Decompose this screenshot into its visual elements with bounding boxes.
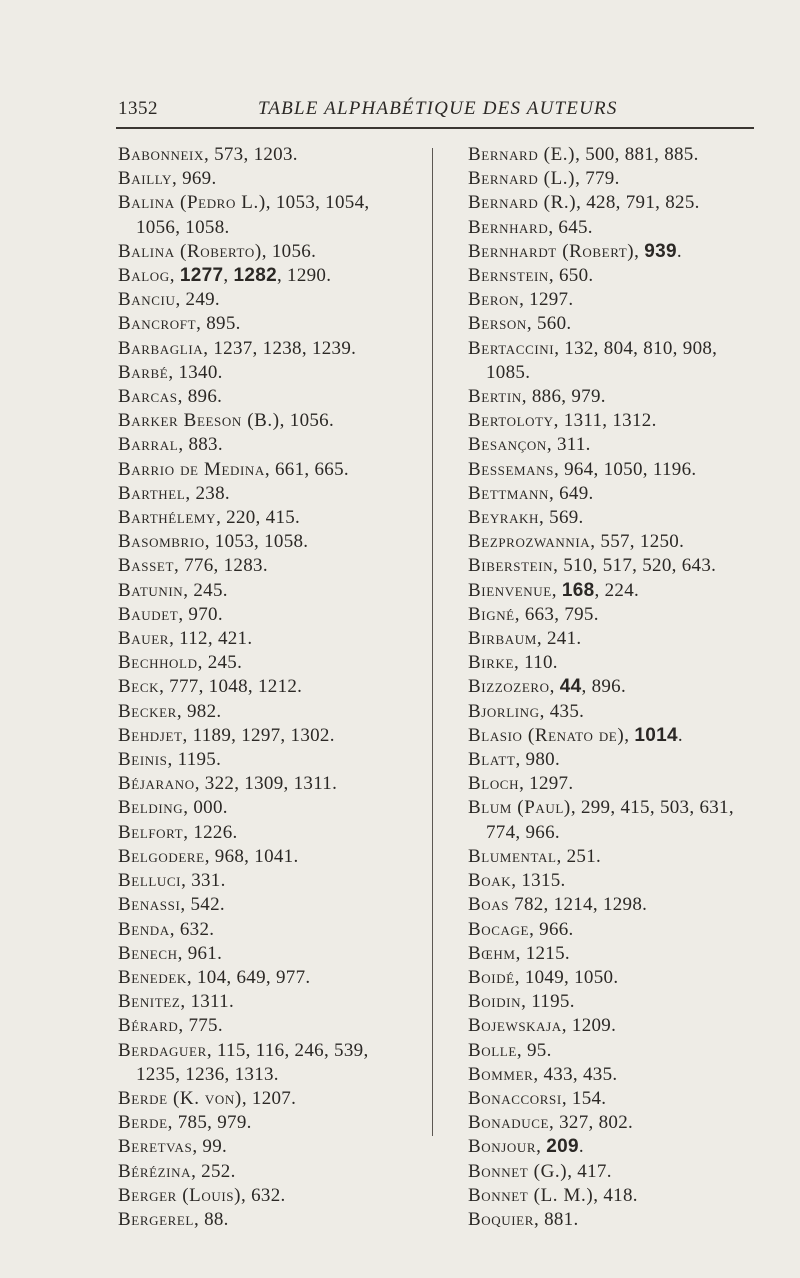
index-entry <box>468 337 788 385</box>
author-name: Bauer <box>118 628 170 650</box>
index-entry <box>118 990 423 1014</box>
index-entry <box>118 821 423 845</box>
page-references: , 645. <box>548 216 593 238</box>
principal-page-reference: 209 <box>546 1136 579 1158</box>
principal-page-reference: 44 <box>559 676 582 698</box>
author-name: Bernard (R.) <box>468 192 577 214</box>
index-entry <box>118 579 423 603</box>
author-name: Bommer <box>468 1063 534 1085</box>
author-name: Bessemans <box>468 458 554 480</box>
author-name: Bertaccini <box>468 337 555 359</box>
author-name: Belgodere <box>118 845 205 867</box>
index-entry <box>118 1111 423 1135</box>
author-name: Bechhold <box>118 652 198 674</box>
index-entry <box>118 1087 423 1111</box>
page-references: , 883. <box>178 434 223 456</box>
index-entry <box>118 1039 423 1087</box>
author-name: Benedek <box>118 966 187 988</box>
page-references: , 168, 224. <box>551 579 640 601</box>
index-entry <box>118 458 423 482</box>
index-entry <box>468 990 788 1014</box>
index-entry <box>118 288 423 312</box>
author-name: Barthel <box>118 482 186 504</box>
page-references: , 632. <box>241 1184 286 1206</box>
index-entry <box>118 337 423 361</box>
author-name: Becker <box>118 700 177 722</box>
page-references: , 1209. <box>561 1015 617 1037</box>
page-references: , 1315. <box>511 870 566 892</box>
index-entry <box>468 530 788 554</box>
page-references: , 632. <box>169 918 215 940</box>
index-entry <box>468 1014 788 1038</box>
author-name: Boquier <box>468 1208 534 1230</box>
page-references: , 44, 896. <box>549 676 627 698</box>
author-name: Berde <box>118 1112 168 1134</box>
page-references: , 322, 1309, 1311. <box>194 773 338 795</box>
page-references: , 964, 1050, 1196. <box>553 458 697 480</box>
author-name: Blumental <box>468 845 557 867</box>
author-name: Béjarano <box>118 773 195 795</box>
index-entry <box>468 1111 788 1135</box>
index-entry <box>118 482 423 506</box>
author-name: Banciu <box>118 289 176 311</box>
author-name: Boidé <box>468 966 515 988</box>
author-index-left-column <box>118 143 423 1232</box>
index-entry <box>118 191 423 239</box>
index-entry <box>468 603 788 627</box>
page-references: , 1277, 1282, 1290. <box>169 265 332 287</box>
index-entry <box>118 530 423 554</box>
page-references: , 1311, 1312. <box>553 410 657 432</box>
index-entry <box>468 385 788 409</box>
index-entry <box>468 966 788 990</box>
page-references: , 649. <box>549 482 594 504</box>
author-name: Bjorling <box>468 700 540 722</box>
index-entry <box>118 167 423 191</box>
page-references: , 500, 881, 885. <box>575 144 699 165</box>
page-references-continued: 1235, 1236, 1313. <box>136 1063 279 1085</box>
principal-page-reference: 1282 <box>233 265 277 287</box>
index-entry <box>118 409 423 433</box>
index-entry <box>118 1135 423 1159</box>
page-references: , 785, 979. <box>167 1112 252 1134</box>
index-entry <box>468 433 788 457</box>
page-references: , 881. <box>533 1208 579 1230</box>
author-name: Biberstein <box>468 555 554 577</box>
page-references: , 896. <box>177 386 223 408</box>
index-entry <box>118 675 423 699</box>
index-entry <box>468 167 788 191</box>
index-entry <box>118 845 423 869</box>
index-entry <box>468 918 788 942</box>
page-references: , 418. <box>593 1184 638 1206</box>
author-name: Berde (K. von) <box>118 1087 242 1109</box>
page-references: , 245. <box>197 652 243 674</box>
author-name: Bonnet (L. M.) <box>468 1184 594 1206</box>
column-divider <box>432 148 433 1136</box>
author-name: Barrio de Medina <box>118 458 265 480</box>
page-references: , 968, 1041. <box>204 845 299 867</box>
author-name: Bertoloty <box>468 410 554 432</box>
author-name: Bolle <box>468 1039 517 1061</box>
author-name: Blasio (Renato de) <box>468 724 625 746</box>
index-entry <box>118 796 423 820</box>
page-references: , 132, 804, 810, 908, <box>554 337 718 359</box>
page-references: , 238. <box>185 482 230 504</box>
author-name: Beyrakh <box>468 507 540 529</box>
index-entry <box>118 1014 423 1038</box>
author-name: Barbaglia <box>118 337 204 359</box>
page-references: , 99. <box>192 1136 228 1158</box>
index-entry <box>468 942 788 966</box>
running-title: TABLE ALPHABÉTIQUE DES AUTEURS <box>258 98 618 119</box>
page-references: , 154. <box>561 1087 607 1109</box>
page-references: , 980. <box>515 749 561 771</box>
index-entry <box>468 312 788 336</box>
principal-page-reference: 1014 <box>634 724 678 746</box>
page-references: , 252. <box>191 1160 236 1182</box>
page-references: , 542. <box>180 894 225 916</box>
page-references: , 970. <box>178 603 223 625</box>
index-entry <box>468 796 788 844</box>
author-name: Bernard (L.) <box>468 168 576 190</box>
index-entry <box>118 942 423 966</box>
index-entry <box>468 627 788 651</box>
page-number: 1352 <box>118 98 158 119</box>
author-name: Bezprozwannia <box>468 531 591 553</box>
author-name: Bailly <box>118 168 172 190</box>
index-entry <box>468 264 788 288</box>
author-name: Basombrio <box>118 531 205 553</box>
author-name: Babonneix <box>118 144 204 165</box>
page-references: , 249. <box>175 289 220 311</box>
page-references: , 1056. <box>261 240 317 262</box>
author-name: Bonnet (G.) <box>468 1160 568 1182</box>
author-name: Berger (Louis) <box>118 1184 242 1206</box>
index-entry <box>118 603 423 627</box>
author-name: Barbé <box>118 361 169 383</box>
header-rule <box>116 127 754 129</box>
author-name: Belluci <box>118 870 182 892</box>
index-entry <box>468 143 788 167</box>
index-entry <box>468 191 788 215</box>
index-entry <box>118 240 423 264</box>
page-references: , 88. <box>193 1208 229 1230</box>
page-references: , 1297. <box>519 289 574 311</box>
page-references: , 661, 665. <box>264 458 349 480</box>
page-references: , 777, 1048, 1212. <box>159 676 303 698</box>
author-name: Beck <box>118 676 160 698</box>
author-name: Beinis <box>118 749 168 771</box>
author-name: Bernstein <box>468 265 549 287</box>
author-name: Bernhard <box>468 216 549 238</box>
author-name: Bœhm <box>468 942 516 964</box>
author-name: Berson <box>468 313 527 335</box>
author-name: Bonaccorsi <box>468 1087 562 1109</box>
index-entry <box>118 1184 423 1208</box>
index-entry <box>118 506 423 530</box>
index-entry <box>468 482 788 506</box>
author-name: Bigné <box>468 603 515 625</box>
author-name: Bettmann <box>468 482 550 504</box>
author-name: Boak <box>468 870 512 892</box>
index-entry <box>468 409 788 433</box>
index-entry <box>118 966 423 990</box>
page-references: , 115, 116, 246, 539, <box>206 1039 369 1061</box>
author-name: Birke <box>468 652 515 674</box>
author-name: Barthélemy <box>118 507 217 529</box>
page-references: , 939. <box>634 240 682 262</box>
index-entry <box>118 651 423 675</box>
index-entry <box>468 579 788 603</box>
page-references: , 969. <box>171 168 217 190</box>
index-entry <box>468 554 788 578</box>
page-references: , 433, 435. <box>533 1063 618 1085</box>
page-references: , 417. <box>567 1160 612 1182</box>
page-references: , 000. <box>183 797 228 819</box>
author-name: Bancroft <box>118 313 197 335</box>
author-name: Bérézina <box>118 1160 192 1182</box>
author-name: Bertin <box>468 386 522 408</box>
page-references: , 251. <box>556 845 602 867</box>
page-references: , 775. <box>178 1015 223 1037</box>
principal-page-reference: 1277 <box>179 265 224 287</box>
author-name: Benda <box>118 918 170 940</box>
page-references: , 982. <box>176 700 222 722</box>
principal-page-reference: 939 <box>644 240 677 262</box>
index-entry <box>118 918 423 942</box>
page-references: , 311. <box>546 434 591 456</box>
page-references: , 1311. <box>180 991 235 1013</box>
index-entry <box>468 1184 788 1208</box>
index-entry <box>468 240 788 264</box>
page-references: , 1049, 1050. <box>514 966 619 988</box>
page-references: , 220, 415. <box>216 507 301 529</box>
page-references: , 779. <box>575 168 620 190</box>
index-entry <box>468 772 788 796</box>
author-name: Bernhardt (Robert) <box>468 240 635 262</box>
page-references: , 1195. <box>521 991 575 1013</box>
author-name: Barcas <box>118 386 178 408</box>
index-entry <box>118 1160 423 1184</box>
page-references: , 112, 421. <box>169 628 253 650</box>
index-entry <box>468 748 788 772</box>
page-references: , 1340. <box>168 361 223 383</box>
page-references: , 435. <box>539 700 585 722</box>
index-entry <box>118 700 423 724</box>
author-name: Balina (Roberto) <box>118 240 262 262</box>
page-references: , 245. <box>183 579 228 601</box>
index-entry <box>118 627 423 651</box>
author-name: Belding <box>118 797 184 819</box>
page-references-continued: 1056, 1058. <box>136 216 230 238</box>
index-entry <box>468 893 788 917</box>
author-name: Berdaguer <box>118 1039 207 1061</box>
author-name: Benassi <box>118 894 181 916</box>
index-entry <box>468 458 788 482</box>
page-references: , 663, 795. <box>514 603 599 625</box>
index-entry <box>468 288 788 312</box>
index-entry <box>468 651 788 675</box>
author-name: Batunin <box>118 579 184 601</box>
author-name: Bérard <box>118 1015 179 1037</box>
index-entry <box>468 845 788 869</box>
index-entry <box>468 869 788 893</box>
index-entry <box>118 433 423 457</box>
author-index-right-column <box>468 143 788 1232</box>
page-references: , 1053, 1054, <box>265 192 370 214</box>
author-name: Barral <box>118 434 179 456</box>
page-references: , 299, 415, 503, 631, <box>570 797 734 819</box>
index-entry <box>468 675 788 699</box>
page-references: , 1189, 1297, 1302. <box>182 724 335 746</box>
page-references: , 1014. <box>624 724 683 746</box>
author-name: Blum (Paul) <box>468 797 571 819</box>
author-name: Bojewskaja <box>468 1015 562 1037</box>
author-name: Bonjour <box>468 1136 537 1158</box>
author-name: Beron <box>468 289 520 311</box>
index-entry <box>118 385 423 409</box>
page-references: , 327, 802. <box>549 1112 634 1134</box>
index-entry <box>118 554 423 578</box>
page-references: , 1056. <box>279 410 335 432</box>
page-references: , 331. <box>181 870 226 892</box>
page-references: , 1297. <box>519 773 574 795</box>
page-references: , 966. <box>529 918 574 940</box>
page-references: , 569. <box>539 507 584 529</box>
index-entry <box>468 1160 788 1184</box>
index-entry <box>118 772 423 796</box>
index-entry <box>118 264 423 288</box>
author-name: Benech <box>118 942 178 964</box>
page-references: , 1195. <box>167 749 222 771</box>
page-references: , 961. <box>177 942 223 964</box>
index-entry <box>468 724 788 748</box>
page-references: , 886, 979. <box>521 386 606 408</box>
author-name: Besançon <box>468 434 547 456</box>
index-entry <box>118 893 423 917</box>
author-name: Bloch <box>468 773 520 795</box>
author-name: Balog <box>118 265 170 287</box>
author-name: Barker Beeson (B.) <box>118 410 280 432</box>
index-entry <box>118 361 423 385</box>
page-references: , 895. <box>196 313 241 335</box>
page-references: , 241. <box>536 628 582 650</box>
page-references: , 209. <box>536 1136 584 1158</box>
author-name: Bienvenue <box>468 579 552 601</box>
index-entry <box>468 1087 788 1111</box>
page-references: 782, 1214, 1298. <box>509 894 648 916</box>
index-entry <box>468 506 788 530</box>
page-references: , 560. <box>526 313 572 335</box>
author-name: Beretvas <box>118 1136 193 1158</box>
author-name: Balina (Pedro L.) <box>118 192 266 214</box>
page-references: , 776, 1283. <box>174 555 268 577</box>
page-references-continued: 774, 966. <box>486 821 560 843</box>
page-references: , 1207. <box>241 1087 297 1109</box>
author-name: Basset <box>118 555 175 577</box>
index-entry <box>468 1063 788 1087</box>
index-entry <box>118 143 423 167</box>
page-references: , 1053, 1058. <box>204 531 309 553</box>
page-references: , 573, 1203. <box>203 144 298 165</box>
author-name: Bernard (E.) <box>468 144 576 165</box>
author-name: Belfort <box>118 821 184 843</box>
page-references: , 1215. <box>515 942 570 964</box>
index-entry <box>118 748 423 772</box>
index-entry <box>118 1208 423 1232</box>
index-entry <box>118 869 423 893</box>
author-name: Bizzozero <box>468 676 550 698</box>
index-entry <box>468 1135 788 1159</box>
page-references: , 557, 1250. <box>590 531 685 553</box>
author-name: Baudet <box>118 603 179 625</box>
page-references: , 1226. <box>183 821 238 843</box>
index-entry <box>468 1208 788 1232</box>
page-references: , 95. <box>516 1039 552 1061</box>
page-references: , 650. <box>548 265 594 287</box>
page-references: , 428, 791, 825. <box>576 192 700 214</box>
principal-page-reference: 168 <box>561 579 595 601</box>
index-entry <box>118 724 423 748</box>
author-name: Blatt <box>468 749 516 771</box>
index-entry <box>118 312 423 336</box>
page-references: , 1237, 1238, 1239. <box>203 337 357 359</box>
index-entry <box>468 216 788 240</box>
author-name: Boas <box>468 894 510 916</box>
author-name: Benitez <box>118 991 181 1013</box>
author-name: Bonaduce <box>468 1112 550 1134</box>
page-references: , 104, 649, 977. <box>186 966 311 988</box>
author-name: Behdjet <box>118 724 183 746</box>
page-references: , 110. <box>514 652 558 674</box>
page-references: , 510, 517, 520, 643. <box>553 555 717 577</box>
author-name: Boidin <box>468 991 522 1013</box>
page-references-continued: 1085. <box>486 361 531 383</box>
author-name: Bergerel <box>118 1208 194 1230</box>
author-name: Birbaum <box>468 628 537 650</box>
index-entry <box>468 700 788 724</box>
author-name: Bocage <box>468 918 530 940</box>
index-entry <box>468 1039 788 1063</box>
